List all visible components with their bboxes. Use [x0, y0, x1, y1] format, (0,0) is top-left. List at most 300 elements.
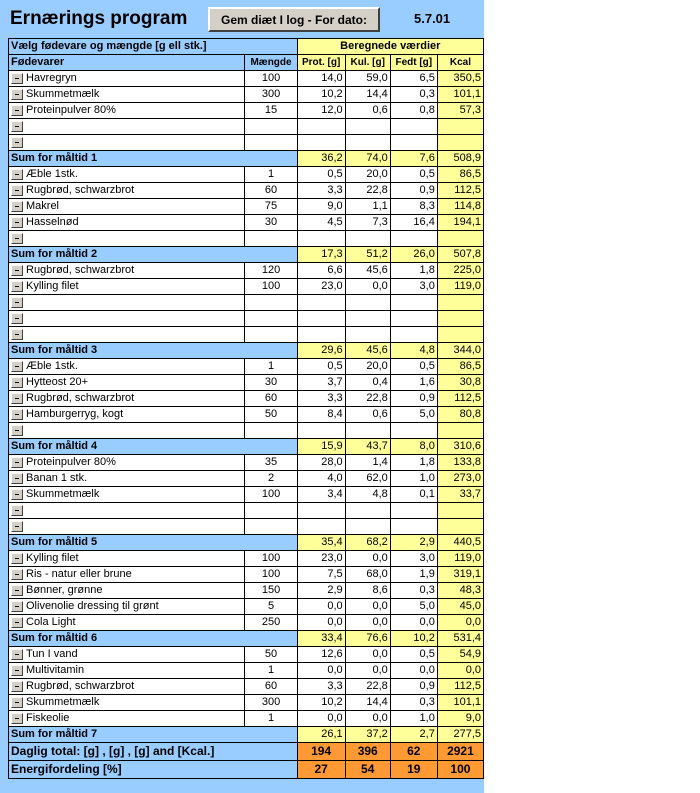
carb-value: 1,1: [345, 199, 390, 215]
kcal-value: 45,0: [437, 599, 483, 615]
col-amount-header: Mængde: [245, 55, 297, 71]
meal-sum-row: [9, 151, 484, 167]
food-name: Multivitamin: [26, 664, 85, 676]
food-name: Makrel: [26, 200, 60, 212]
food-select[interactable]: [9, 663, 245, 679]
sum-prot: 29,6: [297, 343, 345, 359]
dropdown-arrow-icon[interactable]: [11, 457, 23, 468]
fat-value: 3,0: [390, 551, 437, 567]
dropdown-arrow-icon[interactable]: [11, 105, 23, 116]
food-select[interactable]: [9, 87, 245, 103]
amount-input[interactable]: 300: [245, 87, 297, 103]
sum-prot: 15,9: [297, 439, 345, 455]
dropdown-arrow-icon[interactable]: [11, 217, 23, 228]
prot-value: [297, 327, 345, 343]
fat-value: 16,4: [390, 215, 437, 231]
daily-total-row: [9, 743, 484, 761]
amount-input[interactable]: 60: [245, 183, 297, 199]
fat-value: 1,6: [390, 375, 437, 391]
carb-value: 20,0: [345, 359, 390, 375]
meal-sum-label: Sum for måltid 5: [9, 535, 298, 551]
dist-fat: 19: [390, 761, 437, 779]
amount-input[interactable]: 30: [245, 375, 297, 391]
dropdown-arrow-icon[interactable]: [11, 553, 23, 564]
food-row: [9, 103, 484, 119]
food-row: [9, 215, 484, 231]
food-name: Hytteost 20+: [26, 376, 89, 388]
food-row: [9, 279, 484, 295]
carb-value: 0,4: [345, 375, 390, 391]
col-food-header: Fødevarer: [9, 55, 245, 71]
carb-value: [345, 135, 390, 151]
fat-value: 0,5: [390, 167, 437, 183]
dropdown-arrow-icon[interactable]: [11, 73, 23, 84]
amount-input[interactable]: [245, 503, 297, 519]
food-row: [9, 503, 484, 519]
dropdown-arrow-icon[interactable]: [11, 393, 23, 404]
carb-value: 1,4: [345, 455, 390, 471]
prot-value: 23,0: [297, 279, 345, 295]
carb-value: 0,6: [345, 407, 390, 423]
prot-value: 4,5: [297, 215, 345, 231]
dropdown-arrow-icon[interactable]: [11, 377, 23, 388]
prot-value: 0,5: [297, 359, 345, 375]
sum-carb: 74,0: [345, 151, 390, 167]
amount-input[interactable]: 100: [245, 71, 297, 87]
kcal-value: [437, 295, 483, 311]
carb-value: [345, 519, 390, 535]
food-select[interactable]: [9, 471, 245, 487]
meal-sum-row: [9, 535, 484, 551]
prot-value: 3,7: [297, 375, 345, 391]
dropdown-arrow-icon[interactable]: [11, 137, 23, 148]
col-fat-header: Fedt [g]: [390, 55, 437, 71]
sum-fat: 10,2: [390, 631, 437, 647]
carb-value: 59,0: [345, 71, 390, 87]
fat-value: 1,9: [390, 567, 437, 583]
food-select[interactable]: [9, 327, 245, 343]
amount-input[interactable]: [245, 295, 297, 311]
carb-value: 0,0: [345, 663, 390, 679]
kcal-value: 112,5: [437, 183, 483, 199]
amount-input[interactable]: 1: [245, 663, 297, 679]
kcal-value: 133,8: [437, 455, 483, 471]
kcal-value: 48,3: [437, 583, 483, 599]
amount-input[interactable]: [245, 119, 297, 135]
kcal-value: [437, 503, 483, 519]
app-title: Ernærings program: [10, 8, 188, 29]
kcal-value: 112,5: [437, 391, 483, 407]
sum-prot: 26,1: [297, 727, 345, 743]
total-fat: 62: [390, 743, 437, 761]
food-select[interactable]: [9, 135, 245, 151]
sum-carb: 76,6: [345, 631, 390, 647]
food-select[interactable]: [9, 679, 245, 695]
food-row: [9, 471, 484, 487]
meal-sum-row: [9, 247, 484, 263]
dropdown-arrow-icon[interactable]: [11, 265, 23, 276]
fat-value: 0,3: [390, 695, 437, 711]
kcal-value: 319,1: [437, 567, 483, 583]
food-name: Fiskeolie: [26, 712, 70, 724]
kcal-value: 86,5: [437, 359, 483, 375]
header-row-top: [9, 39, 484, 55]
dropdown-arrow-icon[interactable]: [11, 601, 23, 612]
kcal-value: [437, 231, 483, 247]
dropdown-arrow-icon[interactable]: [11, 489, 23, 500]
sum-kcal: 344,0: [437, 343, 483, 359]
sum-kcal: 508,9: [437, 151, 483, 167]
food-select[interactable]: [9, 71, 245, 87]
amount-input[interactable]: [245, 423, 297, 439]
fat-value: [390, 503, 437, 519]
food-row: [9, 391, 484, 407]
food-select[interactable]: [9, 183, 245, 199]
fat-value: 0,0: [390, 615, 437, 631]
carb-value: 45,6: [345, 263, 390, 279]
fat-value: [390, 327, 437, 343]
amount-input[interactable]: 60: [245, 391, 297, 407]
energy-distribution-label: Energifordeling [%]: [9, 761, 298, 779]
amount-input[interactable]: [245, 231, 297, 247]
sum-fat: 2,7: [390, 727, 437, 743]
food-select[interactable]: [9, 407, 245, 423]
meal-sum-row: [9, 631, 484, 647]
amount-input[interactable]: [245, 519, 297, 535]
amount-input[interactable]: 50: [245, 647, 297, 663]
food-select[interactable]: [9, 455, 245, 471]
fat-value: 0,9: [390, 679, 437, 695]
food-select[interactable]: [9, 231, 245, 247]
amount-input[interactable]: 2: [245, 471, 297, 487]
kcal-value: [437, 119, 483, 135]
fat-value: 1,8: [390, 263, 437, 279]
col-carb-header: Kul. [g]: [345, 55, 390, 71]
dist-kcal: 100: [437, 761, 483, 779]
fat-value: 0,3: [390, 87, 437, 103]
food-row: [9, 567, 484, 583]
carb-value: 4,8: [345, 487, 390, 503]
kcal-value: 225,0: [437, 263, 483, 279]
food-select[interactable]: [9, 423, 245, 439]
prot-value: 12,0: [297, 103, 345, 119]
fat-value: [390, 423, 437, 439]
fat-value: 0,9: [390, 183, 437, 199]
dropdown-arrow-icon[interactable]: [11, 281, 23, 292]
kcal-value: 80,8: [437, 407, 483, 423]
food-select[interactable]: [9, 167, 245, 183]
food-select[interactable]: [9, 311, 245, 327]
carb-value: [345, 503, 390, 519]
meal-sum-label: Sum for måltid 7: [9, 727, 298, 743]
amount-input[interactable]: 75: [245, 199, 297, 215]
dropdown-arrow-icon[interactable]: [11, 649, 23, 660]
dropdown-arrow-icon[interactable]: [11, 121, 23, 132]
amount-input[interactable]: 100: [245, 551, 297, 567]
prot-value: [297, 295, 345, 311]
col-kcal-header: Kcal: [437, 55, 483, 71]
amount-input[interactable]: 5: [245, 599, 297, 615]
food-name: Bønner, grønne: [26, 584, 103, 596]
amount-input[interactable]: 100: [245, 279, 297, 295]
food-select[interactable]: [9, 103, 245, 119]
prot-value: [297, 503, 345, 519]
food-row: [9, 455, 484, 471]
dropdown-arrow-icon[interactable]: [11, 297, 23, 308]
dropdown-arrow-icon[interactable]: [11, 697, 23, 708]
food-name: Proteinpulver 80%: [26, 456, 116, 468]
amount-input[interactable]: 150: [245, 583, 297, 599]
kcal-value: 0,0: [437, 663, 483, 679]
dropdown-arrow-icon[interactable]: [11, 681, 23, 692]
food-name: Hamburgerryg, kogt: [26, 408, 124, 420]
food-select[interactable]: [9, 551, 245, 567]
fat-value: 0,1: [390, 487, 437, 503]
kcal-value: 54,9: [437, 647, 483, 663]
meal-sum-row: [9, 439, 484, 455]
carb-value: 14,4: [345, 87, 390, 103]
meal-sum-label: Sum for måltid 4: [9, 439, 298, 455]
fat-value: 1,8: [390, 455, 437, 471]
prot-value: 4,0: [297, 471, 345, 487]
dropdown-arrow-icon[interactable]: [11, 409, 23, 420]
food-name: Hasselnød: [26, 216, 79, 228]
meal-sum-label: Sum for måltid 1: [9, 151, 298, 167]
dropdown-arrow-icon[interactable]: [11, 169, 23, 180]
prot-value: 9,0: [297, 199, 345, 215]
food-select[interactable]: [9, 519, 245, 535]
food-select[interactable]: [9, 583, 245, 599]
dropdown-arrow-icon[interactable]: [11, 665, 23, 676]
food-select[interactable]: [9, 503, 245, 519]
amount-input[interactable]: 50: [245, 407, 297, 423]
amount-input[interactable]: 15: [245, 103, 297, 119]
food-select[interactable]: [9, 647, 245, 663]
food-select[interactable]: [9, 199, 245, 215]
carb-value: 0,0: [345, 647, 390, 663]
dropdown-arrow-icon[interactable]: [11, 505, 23, 516]
dropdown-arrow-icon[interactable]: [11, 473, 23, 484]
meal-sum-row: [9, 727, 484, 743]
food-row: [9, 183, 484, 199]
kcal-value: 114,8: [437, 199, 483, 215]
food-row: [9, 407, 484, 423]
sum-kcal: 440,5: [437, 535, 483, 551]
food-select[interactable]: [9, 375, 245, 391]
kcal-value: [437, 135, 483, 151]
kcal-value: 101,1: [437, 87, 483, 103]
amount-input[interactable]: 250: [245, 615, 297, 631]
food-select[interactable]: [9, 599, 245, 615]
kcal-value: 9,0: [437, 711, 483, 727]
food-name: Rugbrød, schwarzbrot: [26, 264, 135, 276]
amount-input[interactable]: [245, 311, 297, 327]
meal-sum-label: Sum for måltid 6: [9, 631, 298, 647]
carb-value: 8,6: [345, 583, 390, 599]
fat-value: 6,5: [390, 71, 437, 87]
food-name: Rugbrød, schwarzbrot: [26, 184, 135, 196]
carb-value: [345, 311, 390, 327]
total-kcal: 2921: [437, 743, 483, 761]
kcal-value: 0,0: [437, 615, 483, 631]
dropdown-arrow-icon[interactable]: [11, 521, 23, 532]
fat-value: 8,3: [390, 199, 437, 215]
prot-value: 7,5: [297, 567, 345, 583]
food-row: [9, 423, 484, 439]
prot-value: 10,2: [297, 695, 345, 711]
column-header-row: [9, 55, 484, 71]
sum-carb: 37,2: [345, 727, 390, 743]
dist-prot: 27: [297, 761, 345, 779]
kcal-value: [437, 311, 483, 327]
fat-value: [390, 119, 437, 135]
amount-input[interactable]: 100: [245, 487, 297, 503]
food-select[interactable]: [9, 215, 245, 231]
kcal-value: 119,0: [437, 551, 483, 567]
amount-input[interactable]: 120: [245, 263, 297, 279]
dropdown-arrow-icon[interactable]: [11, 185, 23, 196]
dropdown-arrow-icon[interactable]: [11, 425, 23, 436]
dropdown-arrow-icon[interactable]: [11, 89, 23, 100]
food-select[interactable]: [9, 567, 245, 583]
dropdown-arrow-icon[interactable]: [11, 617, 23, 628]
food-select[interactable]: [9, 391, 245, 407]
fat-value: 0,3: [390, 583, 437, 599]
energy-distribution-row: [9, 761, 484, 779]
fat-value: [390, 135, 437, 151]
prot-value: 14,0: [297, 71, 345, 87]
kcal-value: [437, 519, 483, 535]
carb-value: 20,0: [345, 167, 390, 183]
prot-value: [297, 135, 345, 151]
daily-total-label: Daglig total: [g] , [g] , [g] and [Kcal.]: [9, 743, 298, 761]
food-select[interactable]: [9, 263, 245, 279]
sum-carb: 43,7: [345, 439, 390, 455]
prot-value: [297, 231, 345, 247]
food-row: [9, 359, 484, 375]
food-select[interactable]: [9, 119, 245, 135]
fat-value: 0,5: [390, 647, 437, 663]
food-row: [9, 375, 484, 391]
carb-value: 0,0: [345, 599, 390, 615]
sum-fat: 2,9: [390, 535, 437, 551]
sum-carb: 68,2: [345, 535, 390, 551]
dropdown-arrow-icon[interactable]: [11, 201, 23, 212]
kcal-value: 273,0: [437, 471, 483, 487]
amount-input[interactable]: 300: [245, 695, 297, 711]
food-row: [9, 583, 484, 599]
sum-prot: 33,4: [297, 631, 345, 647]
amount-input[interactable]: [245, 135, 297, 151]
sum-fat: 7,6: [390, 151, 437, 167]
fat-value: [390, 519, 437, 535]
prot-value: 28,0: [297, 455, 345, 471]
amount-input[interactable]: 1: [245, 711, 297, 727]
amount-input[interactable]: [245, 327, 297, 343]
amount-input[interactable]: 35: [245, 455, 297, 471]
prot-value: [297, 423, 345, 439]
food-select[interactable]: [9, 695, 245, 711]
header-bar: [0, 0, 484, 38]
carb-value: 22,8: [345, 183, 390, 199]
kcal-value: 30,8: [437, 375, 483, 391]
carb-value: [345, 423, 390, 439]
kcal-value: 101,1: [437, 695, 483, 711]
food-select[interactable]: [9, 711, 245, 727]
carb-value: 14,4: [345, 695, 390, 711]
food-row: [9, 327, 484, 343]
sum-prot: 35,4: [297, 535, 345, 551]
food-select[interactable]: [9, 487, 245, 503]
prot-value: 6,6: [297, 263, 345, 279]
kcal-value: 194,1: [437, 215, 483, 231]
food-name: Skummetmælk: [26, 488, 100, 500]
prot-value: 3,4: [297, 487, 345, 503]
food-row: [9, 135, 484, 151]
prot-value: 0,5: [297, 167, 345, 183]
food-name: Rugbrød, schwarzbrot: [26, 392, 135, 404]
dropdown-arrow-icon[interactable]: [11, 585, 23, 596]
carb-value: 0,6: [345, 103, 390, 119]
carb-value: [345, 327, 390, 343]
kcal-value: 119,0: [437, 279, 483, 295]
prot-value: 0,0: [297, 599, 345, 615]
sum-kcal: 310,6: [437, 439, 483, 455]
dropdown-arrow-icon[interactable]: [11, 313, 23, 324]
dropdown-arrow-icon[interactable]: [11, 361, 23, 372]
food-row: [9, 615, 484, 631]
carb-value: 62,0: [345, 471, 390, 487]
food-select[interactable]: [9, 279, 245, 295]
amount-input[interactable]: 1: [245, 359, 297, 375]
food-select[interactable]: [9, 359, 245, 375]
sum-fat: 4,8: [390, 343, 437, 359]
sum-fat: 26,0: [390, 247, 437, 263]
sum-kcal: 531,4: [437, 631, 483, 647]
food-name: Rugbrød, schwarzbrot: [26, 680, 135, 692]
dropdown-arrow-icon[interactable]: [11, 569, 23, 580]
fat-value: 5,0: [390, 407, 437, 423]
amount-input[interactable]: 30: [245, 215, 297, 231]
food-row: [9, 647, 484, 663]
dropdown-arrow-icon[interactable]: [11, 233, 23, 244]
food-name: Kylling filet: [26, 280, 79, 292]
amount-input[interactable]: 1: [245, 167, 297, 183]
kcal-value: 86,5: [437, 167, 483, 183]
total-prot: 194: [297, 743, 345, 761]
prot-value: 0,0: [297, 615, 345, 631]
sum-fat: 8,0: [390, 439, 437, 455]
dropdown-arrow-icon[interactable]: [11, 713, 23, 724]
amount-input[interactable]: 60: [245, 679, 297, 695]
carb-value: 0,0: [345, 551, 390, 567]
food-row: [9, 295, 484, 311]
food-row: [9, 551, 484, 567]
amount-input[interactable]: 100: [245, 567, 297, 583]
carb-value: 0,0: [345, 615, 390, 631]
save-diet-log-button[interactable]: Gem diæt I log - For dato:: [208, 7, 380, 32]
dropdown-arrow-icon[interactable]: [11, 329, 23, 340]
prot-value: [297, 519, 345, 535]
prot-value: 0,0: [297, 711, 345, 727]
col-prot-header: Prot. [g]: [297, 55, 345, 71]
food-select[interactable]: [9, 615, 245, 631]
carb-value: 0,0: [345, 279, 390, 295]
food-row: [9, 311, 484, 327]
food-select[interactable]: [9, 295, 245, 311]
fat-value: [390, 311, 437, 327]
prot-value: 23,0: [297, 551, 345, 567]
